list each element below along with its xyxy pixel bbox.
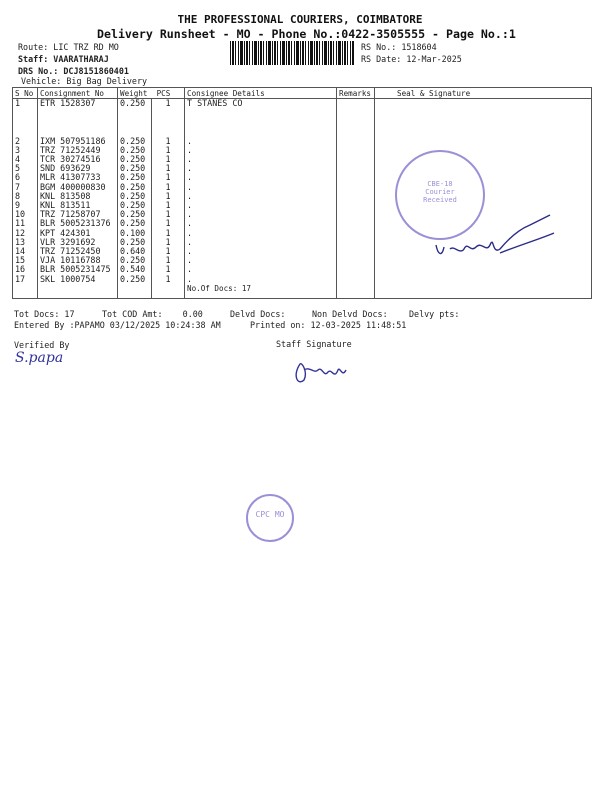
cell-sno: 7 [13, 183, 38, 192]
cell-sno: 2 [13, 137, 38, 146]
cell-consignment-no: VLR 3291692 [38, 238, 118, 247]
cell-consignment-no: BGM 400000830 [38, 183, 118, 192]
cell-consignee: . [185, 238, 337, 247]
cell-sno: 10 [13, 210, 38, 219]
cell-consignee: . [185, 275, 337, 284]
cell-remarks [337, 164, 375, 173]
cell-consignment-no: MLR 41307733 [38, 173, 118, 182]
cell-consignment-no: TCR 30274516 [38, 155, 118, 164]
cell-consignee: . [185, 183, 337, 192]
cell-pcs: 1 [152, 265, 185, 274]
cell-sno: 11 [13, 219, 38, 228]
cell-weight: 0.250 [118, 164, 152, 173]
cell-footer [375, 284, 592, 299]
cell-seal [375, 137, 592, 146]
cell-remarks [337, 229, 375, 238]
cell-consignment-no: TRZ 71258707 [38, 210, 118, 219]
office-stamp: CPC MO [246, 494, 294, 542]
cell-remarks [337, 238, 375, 247]
cell-consignee: . [185, 137, 337, 146]
cell-pcs: 1 [152, 192, 185, 201]
delvd-docs: Delvd Docs: [230, 309, 286, 319]
cell-consignee: T STANES CO [185, 99, 337, 137]
cell-consignee: . [185, 229, 337, 238]
vehicle: Vehicle: Big Bag Delivery [21, 76, 148, 86]
table-row [13, 192, 592, 201]
cell-weight: 0.250 [118, 256, 152, 265]
cell-consignee: . [185, 265, 337, 274]
col-weight: Weight [120, 88, 148, 98]
printed-on: Printed on: 12-03-2025 11:48:51 [250, 320, 407, 330]
col-seal: Seal & Signature [375, 88, 592, 99]
cell-weight: 0.100 [118, 229, 152, 238]
cell-sno: 4 [13, 155, 38, 164]
cell-consignee: . [185, 210, 337, 219]
cell-pcs: 1 [152, 247, 185, 256]
cell-sno: 13 [13, 238, 38, 247]
cell-sno: 3 [13, 146, 38, 155]
table-row [13, 183, 592, 192]
route: Route: LIC TRZ RD MO [18, 42, 119, 52]
rs-number: RS No.: 1518604 [361, 42, 437, 52]
col-remarks: Remarks [337, 88, 375, 99]
cell-sno: 16 [13, 265, 38, 274]
col-consignment: Consignment No [38, 88, 118, 99]
cell-footer [118, 284, 152, 299]
table-row [13, 265, 592, 274]
cell-consignee: . [185, 192, 337, 201]
non-delvd-docs: Non Delvd Docs: [312, 309, 388, 319]
col-consignee: Consignee Details [185, 88, 337, 99]
cell-remarks [337, 155, 375, 164]
verifier-signature: S.papa [15, 350, 64, 366]
runsheet-subtitle: Delivery Runsheet - MO - Phone No.:0422-3505555 - Page No.:1 [97, 27, 516, 41]
cell-consignment-no: KNL 813511 [38, 201, 118, 210]
table-footer-row [13, 284, 592, 299]
cell-consignee: . [185, 155, 337, 164]
cell-consignment-no: BLR 5005231376 [38, 219, 118, 228]
cell-pcs: 1 [152, 275, 185, 284]
cell-remarks [337, 146, 375, 155]
cell-remarks [337, 99, 375, 137]
cell-footer [13, 284, 38, 299]
cell-consignee: . [185, 201, 337, 210]
cell-pcs: 1 [152, 183, 185, 192]
staff-signature [290, 356, 370, 390]
cell-footer [337, 284, 375, 299]
cell-pcs: 1 [152, 146, 185, 155]
verified-by-label: Verified By [14, 340, 70, 350]
cell-remarks [337, 265, 375, 274]
cell-pcs: 1 [152, 173, 185, 182]
cell-sno: 9 [13, 201, 38, 210]
cell-consignment-no: TRZ 71252449 [38, 146, 118, 155]
table-row [13, 275, 592, 284]
col-pcs: PCS [156, 88, 171, 98]
cell-remarks [337, 275, 375, 284]
cell-weight: 0.250 [118, 173, 152, 182]
entered-by: Entered By :PAPAMO 03/12/2025 10:24:38 AM [14, 320, 221, 330]
cell-pcs: 1 [152, 238, 185, 247]
cell-weight: 0.250 [118, 219, 152, 228]
cell-footer [38, 284, 118, 299]
tot-docs: Tot Docs: 17 [14, 309, 75, 319]
cell-consignee: . [185, 219, 337, 228]
cell-weight: 0.250 [118, 137, 152, 146]
cell-weight: 0.250 [118, 238, 152, 247]
cell-weight: 0.250 [118, 183, 152, 192]
cell-remarks [337, 247, 375, 256]
tot-cod: Tot COD Amt: 0.00 [102, 309, 203, 319]
cell-pcs: 1 [152, 99, 185, 137]
cell-sno: 12 [13, 229, 38, 238]
cell-seal [375, 265, 592, 274]
cell-consignment-no: BLR 5005231475 [38, 265, 118, 274]
cell-consignee: . [185, 256, 337, 265]
cell-sno: 8 [13, 192, 38, 201]
staff: Staff: VAARATHARAJ [18, 54, 109, 64]
cell-consignee: . [185, 146, 337, 155]
barcode [230, 41, 354, 65]
cell-remarks [337, 137, 375, 146]
cell-pcs: 1 [152, 229, 185, 238]
cell-weight: 0.540 [118, 265, 152, 274]
cell-sno: 17 [13, 275, 38, 284]
col-weight-pcs [118, 88, 185, 99]
cell-remarks [337, 192, 375, 201]
cell-weight: 0.250 [118, 210, 152, 219]
cell-weight: 0.640 [118, 247, 152, 256]
cell-consignee: . [185, 164, 337, 173]
cell-remarks [337, 256, 375, 265]
cell-consignment-no: SND 693629 [38, 164, 118, 173]
cell-remarks [337, 201, 375, 210]
cell-weight: 0.250 [118, 155, 152, 164]
cell-pcs: 1 [152, 256, 185, 265]
cell-sno: 1 [13, 99, 38, 137]
cell-remarks [337, 173, 375, 182]
cell-sno: 6 [13, 173, 38, 182]
cell-weight: 0.250 [118, 146, 152, 155]
cell-pcs: 1 [152, 210, 185, 219]
drs-number: DRS No.: DCJ8151860401 [18, 66, 129, 76]
table-row [13, 99, 592, 137]
cell-remarks [337, 183, 375, 192]
table-row [13, 155, 592, 164]
col-sno: S No [13, 88, 38, 99]
cell-sno: 14 [13, 247, 38, 256]
no-of-docs: No.Of Docs: 17 [185, 284, 337, 299]
cell-remarks [337, 210, 375, 219]
cell-consignment-no: ETR 1528307 [38, 99, 118, 137]
cell-pcs: 1 [152, 155, 185, 164]
cell-consignment-no: SKL 1000754 [38, 275, 118, 284]
table-header [13, 88, 592, 99]
cell-pcs: 1 [152, 164, 185, 173]
cell-sno: 15 [13, 256, 38, 265]
cell-consignee: . [185, 173, 337, 182]
delvy-pts: Delvy pts: [409, 309, 460, 319]
staff-signature-label: Staff Signature [276, 339, 352, 349]
seal-text: CBE-18 Courier Received [423, 180, 457, 204]
cell-sno: 5 [13, 164, 38, 173]
cell-pcs: 1 [152, 219, 185, 228]
cell-consignment-no: IXM 507951186 [38, 137, 118, 146]
cell-weight: 0.250 [118, 99, 152, 137]
cell-consignment-no: TRZ 71252450 [38, 247, 118, 256]
company-title: THE PROFESSIONAL COURIERS, COIMBATORE [177, 13, 423, 26]
cell-consignment-no: KPT 424301 [38, 229, 118, 238]
consignee-seal [395, 150, 485, 240]
cell-consignment-no: VJA 10116788 [38, 256, 118, 265]
cell-pcs: 1 [152, 137, 185, 146]
cell-seal [375, 275, 592, 284]
cell-weight: 0.250 [118, 192, 152, 201]
cell-seal [375, 146, 592, 155]
runsheet-table [12, 87, 592, 299]
cell-weight: 0.250 [118, 201, 152, 210]
cell-pcs: 1 [152, 201, 185, 210]
cell-consignee: . [185, 247, 337, 256]
rs-date: RS Date: 12-Mar-2025 [361, 54, 462, 64]
cell-seal [375, 99, 592, 137]
cell-weight: 0.250 [118, 275, 152, 284]
cell-consignment-no: KNL 813508 [38, 192, 118, 201]
cell-remarks [337, 219, 375, 228]
cell-footer [152, 284, 185, 299]
